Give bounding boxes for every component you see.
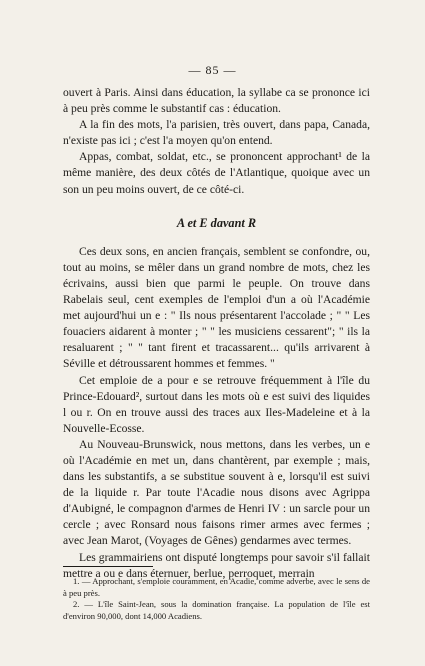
footnote: 2. — L'île Saint-Jean, sous la domination française. La population de l'île est d'environ 90,000, dont 14,000 Acadiens. [63, 599, 370, 621]
footnotes [63, 576, 370, 622]
paragraph: Les grammairiens ont disputé longtemps pour savoir s'il fallait mettre a ou e dans éternuer, berlue, perroquet, merrain [63, 550, 370, 580]
paragraph: Au Nouveau-Brunswick, nous mettons, dans les verbes, un e où l'Académie en met un, dans chantèrent, par exemple ; mais, dans les substantifs, a se substitue souvent à e, lorsqu'il est suivi de la liquide r. Par toute l'Acadie nous disons avec Agrippa d'Aubigné, le compagnon d'armes de Henri IV : un sarcle pour un cercle ; avec Ronsard nous faisons rimer armes avec fermes ; avec Jean Marot, (Voyages de Gênes) gendarmes avec termes. [63, 437, 370, 548]
section-heading: A et E davant R [176, 215, 257, 230]
paragraph: A la fin des mots, l'a parisien, très ouvert, dans papa, Canada, n'existe pas ici ; c'est l'a moyen qu'on entend. [63, 118, 370, 148]
footnote: 1. — Approchant, s'emploie couramment, en Acadie, comme adverbe, avec le sens de à peu près. [63, 576, 370, 598]
paragraph: Appas, combat, soldat, etc., se prononcent approchant¹ de la même manière, des deux côtés de l'Atlantique, quoique avec un son un peu moins ouvert, de ce côté-ci. [63, 150, 370, 196]
paragraph: ouvert à Paris. Ainsi dans éducation, la syllabe ca se prononce ici à peu près comme le substantif cas : éducation. [63, 86, 370, 116]
footnote-divider [63, 566, 153, 567]
page-number: — 85 — [188, 63, 237, 77]
paragraph: Ces deux sons, en ancien français, semblent se confondre, ou, tout au moins, se mêler dans un grand nombre de mots, chez les écrivains, aussi bien que parmi le peuple. On trouve dans Rabelais seul, cent exemples de l'emploi d'un a où l'Académie met aujourd'hui un e : " Ils nous présentarent l'accolade ; " " Les fouaciers aidarent à monter ; " " les musiciens cessarent"; " ils la resaluarent ; " " tant firent et tracassarent... qu'ils arrivarent à Séville et détroussarent hommes et femmes. " [63, 244, 370, 371]
body-text [63, 85, 370, 582]
paragraph: Cet emploie de a pour e se retrouve fréquemment à l'île du Prince-Edouard², surtout dans les mots où e est suivi des liquides l ou r. On en trouve aussi des traces aux Iles-Madeleine et à la Nouvelle-Ecosse. [63, 373, 370, 435]
